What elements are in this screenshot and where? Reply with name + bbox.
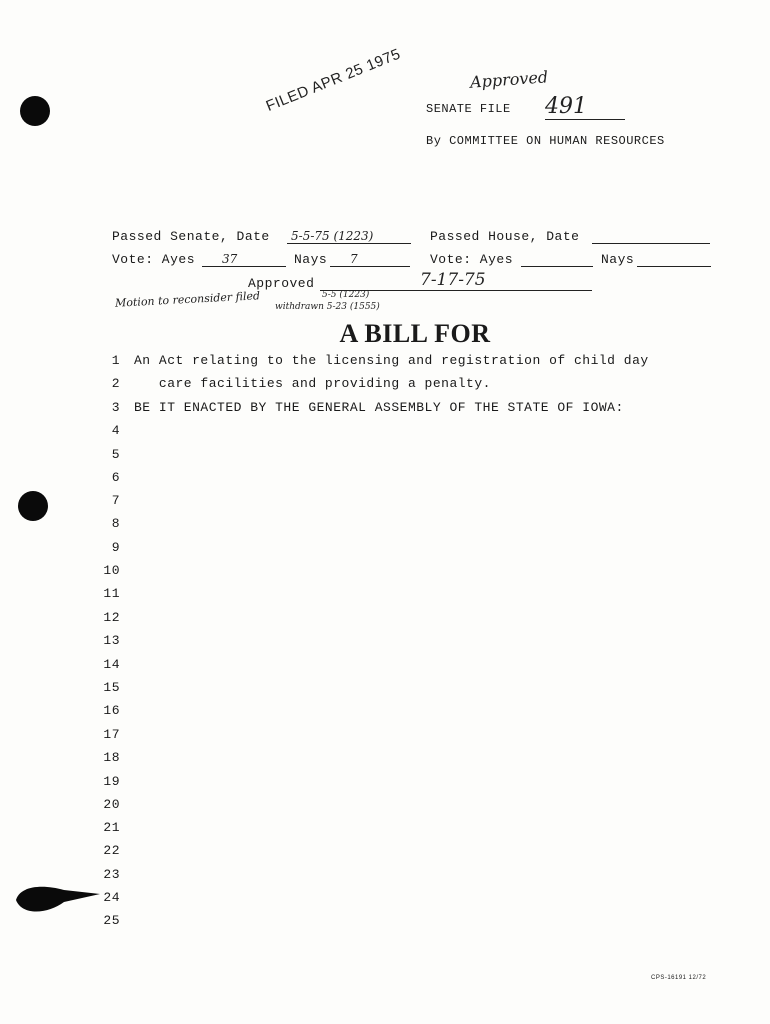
line-number: 3 — [111, 400, 120, 415]
line-number: 14 — [103, 657, 120, 672]
passed-house-blank — [592, 229, 710, 249]
line-number: 9 — [111, 540, 120, 555]
senate-vote-ayes-label: Vote: Ayes — [112, 252, 196, 267]
line-number: 22 — [103, 843, 120, 858]
handwritten-motion-date: 5-5 (1223) — [322, 290, 370, 300]
line-number: 11 — [103, 586, 120, 601]
passed-house-label: Passed House, Date — [430, 229, 580, 244]
approved-label: Approved — [248, 276, 315, 291]
punch-hole-top — [20, 96, 50, 126]
line-number: 13 — [103, 633, 120, 648]
senate-file-number: 491 — [545, 94, 625, 120]
filed-date-stamp: FILED APR 25 1975 — [263, 45, 404, 115]
line-number: 12 — [103, 610, 120, 625]
passed-senate-date: 5-5-75 (1223) — [291, 229, 374, 243]
line-number: 20 — [103, 797, 120, 812]
senate-nays-blank — [330, 252, 410, 272]
line-text: care facilities and providing a penalty. — [134, 376, 491, 391]
senate-nays-value: 7 — [350, 252, 358, 266]
bill-title: A BILL FOR — [339, 319, 491, 348]
approved-date: 7-17-75 — [420, 270, 486, 290]
approved-handwritten-note: Approved — [469, 67, 549, 92]
line-number: 8 — [111, 516, 120, 531]
line-number: 7 — [111, 493, 120, 508]
punch-hole-middle — [18, 491, 48, 521]
line-number: 2 — [111, 376, 120, 391]
line-number: 6 — [111, 470, 120, 485]
senate-nays-label: Nays — [294, 252, 328, 267]
handwritten-withdrawn-note: withdrawn 5-23 (1555) — [275, 302, 380, 312]
line-number: 15 — [103, 680, 120, 695]
line-number: 1 — [111, 353, 120, 368]
line-number: 25 — [103, 913, 120, 928]
punch-hole-bottom-smudge — [12, 880, 102, 920]
line-number: 5 — [111, 447, 120, 462]
house-ayes-blank — [521, 252, 593, 272]
house-nays-label: Nays — [601, 252, 635, 267]
form-code: CPS-16191 12/72 — [651, 975, 707, 981]
line-number: 23 — [103, 867, 120, 882]
senate-file-label: SENATE FILE — [426, 102, 511, 116]
senate-ayes-blank — [202, 252, 286, 272]
line-text: BE IT ENACTED BY THE GENERAL ASSEMBLY OF THE STATE OF IOWA: — [134, 400, 624, 415]
passed-senate-label: Passed Senate, Date — [112, 229, 270, 244]
senate-ayes-value: 37 — [222, 252, 238, 266]
house-nays-blank — [637, 252, 711, 272]
line-text: An Act relating to the licensing and registration of child day — [134, 353, 649, 368]
committee-line: By COMMITTEE ON HUMAN RESOURCES — [426, 134, 665, 148]
handwritten-motion-note: Motion to reconsider filed — [114, 289, 261, 310]
line-number: 18 — [103, 750, 120, 765]
line-number: 17 — [103, 727, 120, 742]
passed-senate-blank — [287, 229, 411, 249]
line-number: 24 — [103, 890, 120, 905]
line-number: 4 — [111, 423, 120, 438]
line-number: 16 — [103, 703, 120, 718]
house-vote-ayes-label: Vote: Ayes — [430, 252, 514, 267]
line-number: 10 — [103, 563, 120, 578]
line-number: 21 — [103, 820, 120, 835]
line-number: 19 — [103, 774, 120, 789]
